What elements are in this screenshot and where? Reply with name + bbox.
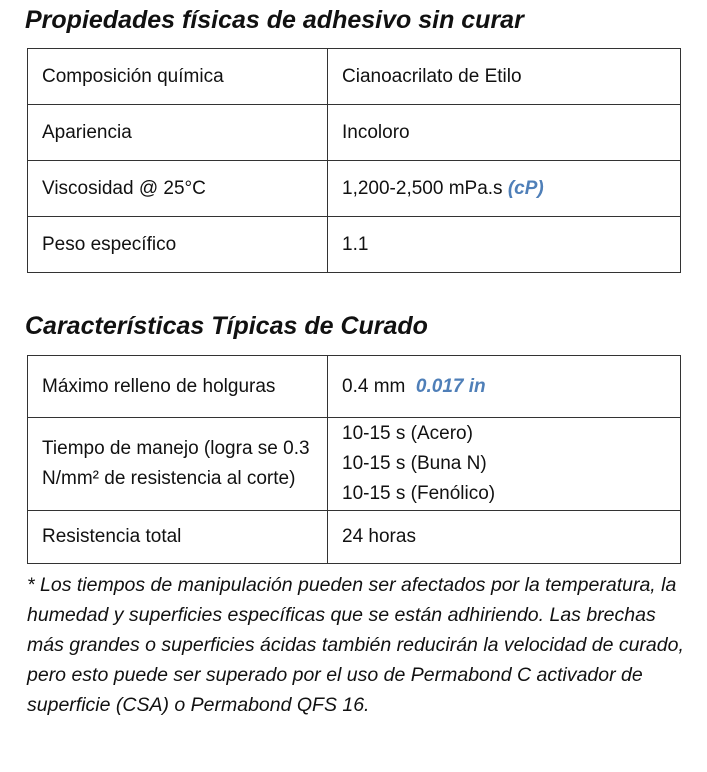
physical-properties-title: Propiedades físicas de adhesivo sin curar <box>25 6 524 34</box>
value-text: 1,200-2,500 mPa.s <box>342 177 503 199</box>
total-strength-label: Resistencia total <box>28 511 328 564</box>
property-value <box>328 105 681 161</box>
unit-cp-text: (cP) <box>507 177 544 199</box>
curing-characteristics-table <box>27 355 681 564</box>
handling-time-phenolic: 10-15 s (Fenólico) <box>342 483 496 504</box>
table-row <box>28 217 681 273</box>
property-label: Peso específico <box>28 217 328 273</box>
property-value <box>328 217 681 273</box>
total-strength-value: 24 horas <box>328 511 681 564</box>
table-row <box>28 105 681 161</box>
value-text: 1.1 <box>342 233 369 255</box>
property-label: Viscosidad @ 25°C <box>28 161 328 217</box>
table-row <box>28 161 681 217</box>
table-row <box>28 356 681 418</box>
table-row <box>28 49 681 105</box>
handling-time-steel: 10-15 s (Acero) <box>342 423 473 444</box>
table-row <box>28 511 681 564</box>
handling-time-values <box>328 418 681 511</box>
curing-characteristics-title: Características Típicas de Curado <box>25 312 428 340</box>
gap-fill-value-cell <box>328 356 681 418</box>
footnote: * Los tiempos de manipulación pueden ser afectados por la temperatura, la humedad y superficies específicas que se están adhiriendo. Las brechas más grandes o superficies ácidas también reducirán la velocidad de curado, pero esto puede ser superado por el uso de Permabond C activador de superficie (CSA) o Permabond QFS 16. <box>27 574 684 716</box>
property-value <box>328 161 681 217</box>
table-row <box>28 418 681 511</box>
handling-time-buna: 10-15 s (Buna N) <box>342 453 487 474</box>
property-label: Composición química <box>28 49 328 105</box>
value-text: Incoloro <box>342 121 410 143</box>
property-label: Apariencia <box>28 105 328 161</box>
value-text: Cianoacrilato de Etilo <box>342 65 522 87</box>
property-value <box>328 49 681 105</box>
gap-fill-label: Máximo relleno de holguras <box>28 356 328 418</box>
gap-fill-value: 0.4 mm <box>342 375 406 397</box>
physical-properties-table <box>27 48 681 273</box>
handling-time-label: Tiempo de manejo (logra se 0.3 N/mm² de resistencia al corte) <box>28 418 328 511</box>
gap-fill-inches: 0.017 in <box>415 375 486 397</box>
